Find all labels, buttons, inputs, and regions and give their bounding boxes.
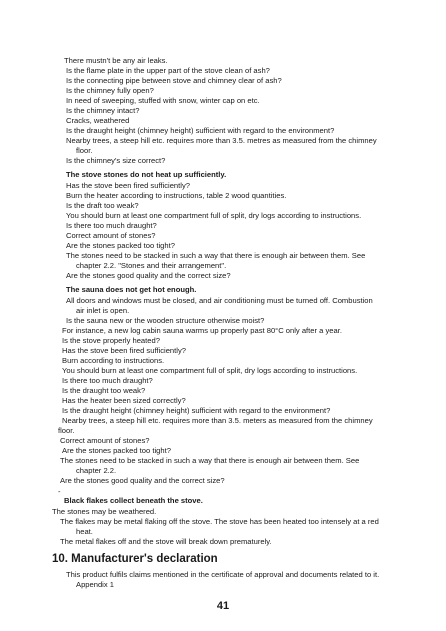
list-marker: - <box>58 487 61 496</box>
text-line: Cracks, weathered <box>66 116 130 125</box>
text-line: Appendix 1 <box>76 580 114 589</box>
text-line: Burn the heater according to instructions, table 2 wood quantities. <box>66 191 287 200</box>
text-line: The metal flakes off and the stove will break down prematurely. <box>60 537 272 546</box>
text-line: Has the heater been sized correctly? <box>62 396 186 405</box>
text-line: All doors and windows must be closed, and air conditioning must be turned off. Combustion <box>66 296 373 305</box>
text-line: In need of sweeping, stuffed with snow, winter cap on etc. <box>66 96 260 105</box>
text-line: Are the stones packed too tight? <box>62 446 171 455</box>
text-line: Are the stones good quality and the correct size? <box>66 271 231 280</box>
text-line: The stones need to be stacked in such a way that there is enough air between them. See <box>66 251 366 260</box>
section-heading: Black flakes collect beneath the stove. <box>64 496 203 505</box>
text-line: The stones may be weathered. <box>52 507 157 516</box>
text-line: Is the draught height (chimney height) sufficient with regard to the environment? <box>66 126 335 135</box>
text-line: There mustn't be any air leaks. <box>64 56 168 65</box>
text-line: The flakes may be metal flaking off the stove. The stove has been heated too intensely at a red <box>60 517 379 526</box>
text-line: Are the stones good quality and the correct size? <box>60 476 225 485</box>
text-line: Is the draught too weak? <box>62 386 146 395</box>
text-line: Is the chimney intact? <box>66 106 140 115</box>
text-line: chapter 2.2. "Stones and their arrangement". <box>76 261 227 270</box>
text-line: For instance, a new log cabin sauna warms up properly past 80°C only after a year. <box>62 326 342 335</box>
text-line: floor. <box>76 146 93 155</box>
text-line: Is the stove properly heated? <box>62 336 160 345</box>
text-line: You should burn at least one compartment full of split, dry logs according to instructions. <box>62 366 358 375</box>
text-line: floor. <box>58 426 75 435</box>
text-line: Is there too much draught? <box>66 221 157 230</box>
text-line: Nearby trees, a steep hill etc. requires more than 3.5. meters as measured from the chimney <box>62 416 373 425</box>
text-line: Nearby trees, a steep hill etc. requires more than 3.5. metres as measured from the chimney <box>66 136 377 145</box>
declaration-heading: 10. Manufacturer's declaration <box>52 553 218 565</box>
text-line: heat. <box>76 527 93 536</box>
section-heading: The sauna does not get hot enough. <box>66 285 197 294</box>
text-line: Is the chimney's size correct? <box>66 156 166 165</box>
text-line: Is the draft too weak? <box>66 201 139 210</box>
text-line: The stones need to be stacked in such a way that there is enough air between them. See <box>60 456 360 465</box>
text-line: air inlet is open. <box>76 306 130 315</box>
text-line: Correct amount of stones? <box>66 231 156 240</box>
text-line: Are the stones packed too tight? <box>66 241 175 250</box>
text-line: You should burn at least one compartment full of split, dry logs according to instructions. <box>66 211 362 220</box>
section-heading: The stove stones do not heat up sufficiently. <box>66 170 227 179</box>
text-line: Is the flame plate in the upper part of the stove clean of ash? <box>66 66 270 75</box>
text-line: Has the stove been fired sufficiently? <box>62 346 186 355</box>
text-line: Burn according to instructions. <box>62 356 165 365</box>
text-line: chapter 2.2. <box>76 466 117 475</box>
text-line: Is there too much draught? <box>62 376 153 385</box>
text-line: Correct amount of stones? <box>60 436 150 445</box>
text-line: This product fulfils claims mentioned in the certificate of approval and documents related to it. <box>66 570 380 579</box>
text-line: Is the draught height (chimney height) sufficient with regard to the environment? <box>62 406 331 415</box>
text-line: Is the sauna new or the wooden structure otherwise moist? <box>66 316 265 325</box>
text-line: Has the stove been fired sufficiently? <box>66 181 190 190</box>
text-line: Is the chimney fully open? <box>66 86 154 95</box>
page-number: 41 <box>216 600 230 612</box>
text-line: Is the connecting pipe between stove and chimney clear of ash? <box>66 76 282 85</box>
